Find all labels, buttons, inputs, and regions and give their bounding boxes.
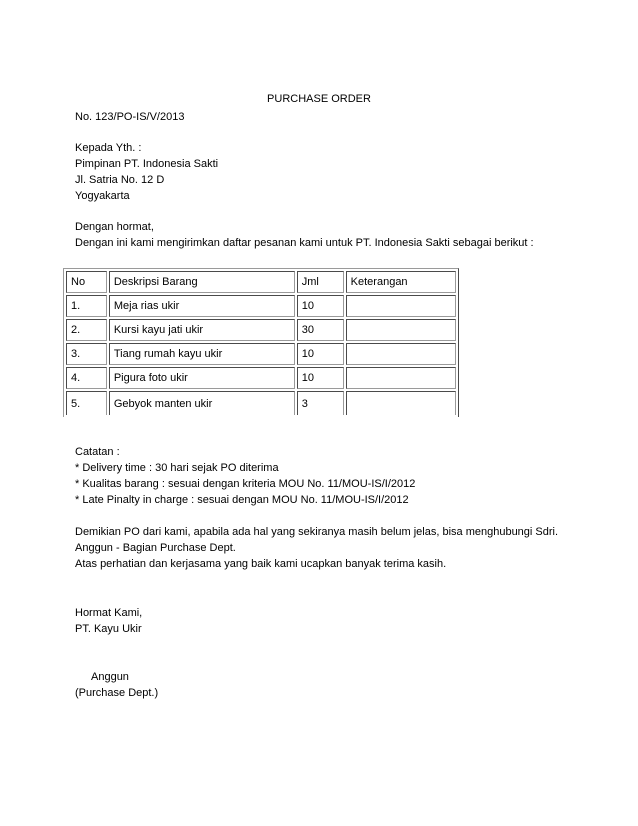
- greeting: Dengan hormat,: [75, 221, 154, 233]
- signature-salutation: Hormat Kami,: [75, 607, 143, 619]
- table-row: [66, 391, 456, 415]
- recipient-address: Jl. Satria No. 12 D: [75, 174, 165, 186]
- table-header-row: [66, 271, 456, 293]
- signature-company: PT. Kayu Ukir: [75, 623, 142, 635]
- note-item: * Late Pinalty in charge : sesuai dengan MOU No. 11/MOU-IS/I/2012: [75, 494, 409, 506]
- row-no: 1.: [66, 295, 107, 317]
- row-quantity: 10: [297, 295, 344, 317]
- row-description: Kursi kayu jati ukir: [109, 319, 295, 341]
- po-number: No. 123/PO-IS/V/2013: [75, 111, 185, 123]
- row-remarks: [346, 295, 456, 317]
- header-no: No: [66, 271, 107, 293]
- header-quantity: Jml: [297, 271, 344, 293]
- closing-line: Demikian PO dari kami, apabila ada hal yang sekiranya masih belum jelas, bisa menghubungi Sdri.: [75, 526, 559, 538]
- table-row: [66, 367, 456, 389]
- header-remarks: Keterangan: [346, 271, 456, 293]
- closing-line: Anggun - Bagian Purchase Dept.: [75, 542, 236, 554]
- row-quantity: 30: [297, 319, 344, 341]
- row-description: Tiang rumah kayu ukir: [109, 343, 295, 365]
- row-quantity: 10: [297, 343, 344, 365]
- note-item: * Kualitas barang : sesuai dengan kriteria MOU No. 11/MOU-IS/I/2012: [75, 478, 416, 490]
- notes-heading: Catatan :: [75, 446, 120, 458]
- row-no: 3.: [66, 343, 107, 365]
- table-row: [66, 343, 456, 365]
- row-description: Pigura foto ukir: [109, 367, 295, 389]
- row-quantity: 10: [297, 367, 344, 389]
- note-item: * Delivery time : 30 hari sejak PO diterima: [75, 462, 279, 474]
- row-quantity: 3: [297, 391, 344, 415]
- signature-name: Anggun: [91, 671, 129, 683]
- row-remarks: [346, 343, 456, 365]
- order-table: [63, 268, 459, 417]
- document-title: PURCHASE ORDER: [267, 93, 371, 105]
- signature-position: (Purchase Dept.): [75, 687, 159, 699]
- row-no: 2.: [66, 319, 107, 341]
- row-description: Gebyok manten ukir: [109, 391, 295, 415]
- recipient-heading: Kepada Yth. :: [75, 142, 142, 154]
- row-remarks: [346, 391, 456, 415]
- row-description: Meja rias ukir: [109, 295, 295, 317]
- table-row: [66, 319, 456, 341]
- row-remarks: [346, 319, 456, 341]
- row-no: 5.: [66, 391, 107, 415]
- table-row: [66, 295, 456, 317]
- intro-text: Dengan ini kami mengirimkan daftar pesanan kami untuk PT. Indonesia Sakti sebagai berikut :: [75, 237, 534, 249]
- row-remarks: [346, 367, 456, 389]
- row-no: 4.: [66, 367, 107, 389]
- closing-line: Atas perhatian dan kerjasama yang baik kami ucapkan banyak terima kasih.: [75, 558, 447, 570]
- header-description: Deskripsi Barang: [109, 271, 295, 293]
- recipient-name: Pimpinan PT. Indonesia Sakti: [75, 158, 219, 170]
- recipient-city: Yogyakarta: [75, 190, 130, 202]
